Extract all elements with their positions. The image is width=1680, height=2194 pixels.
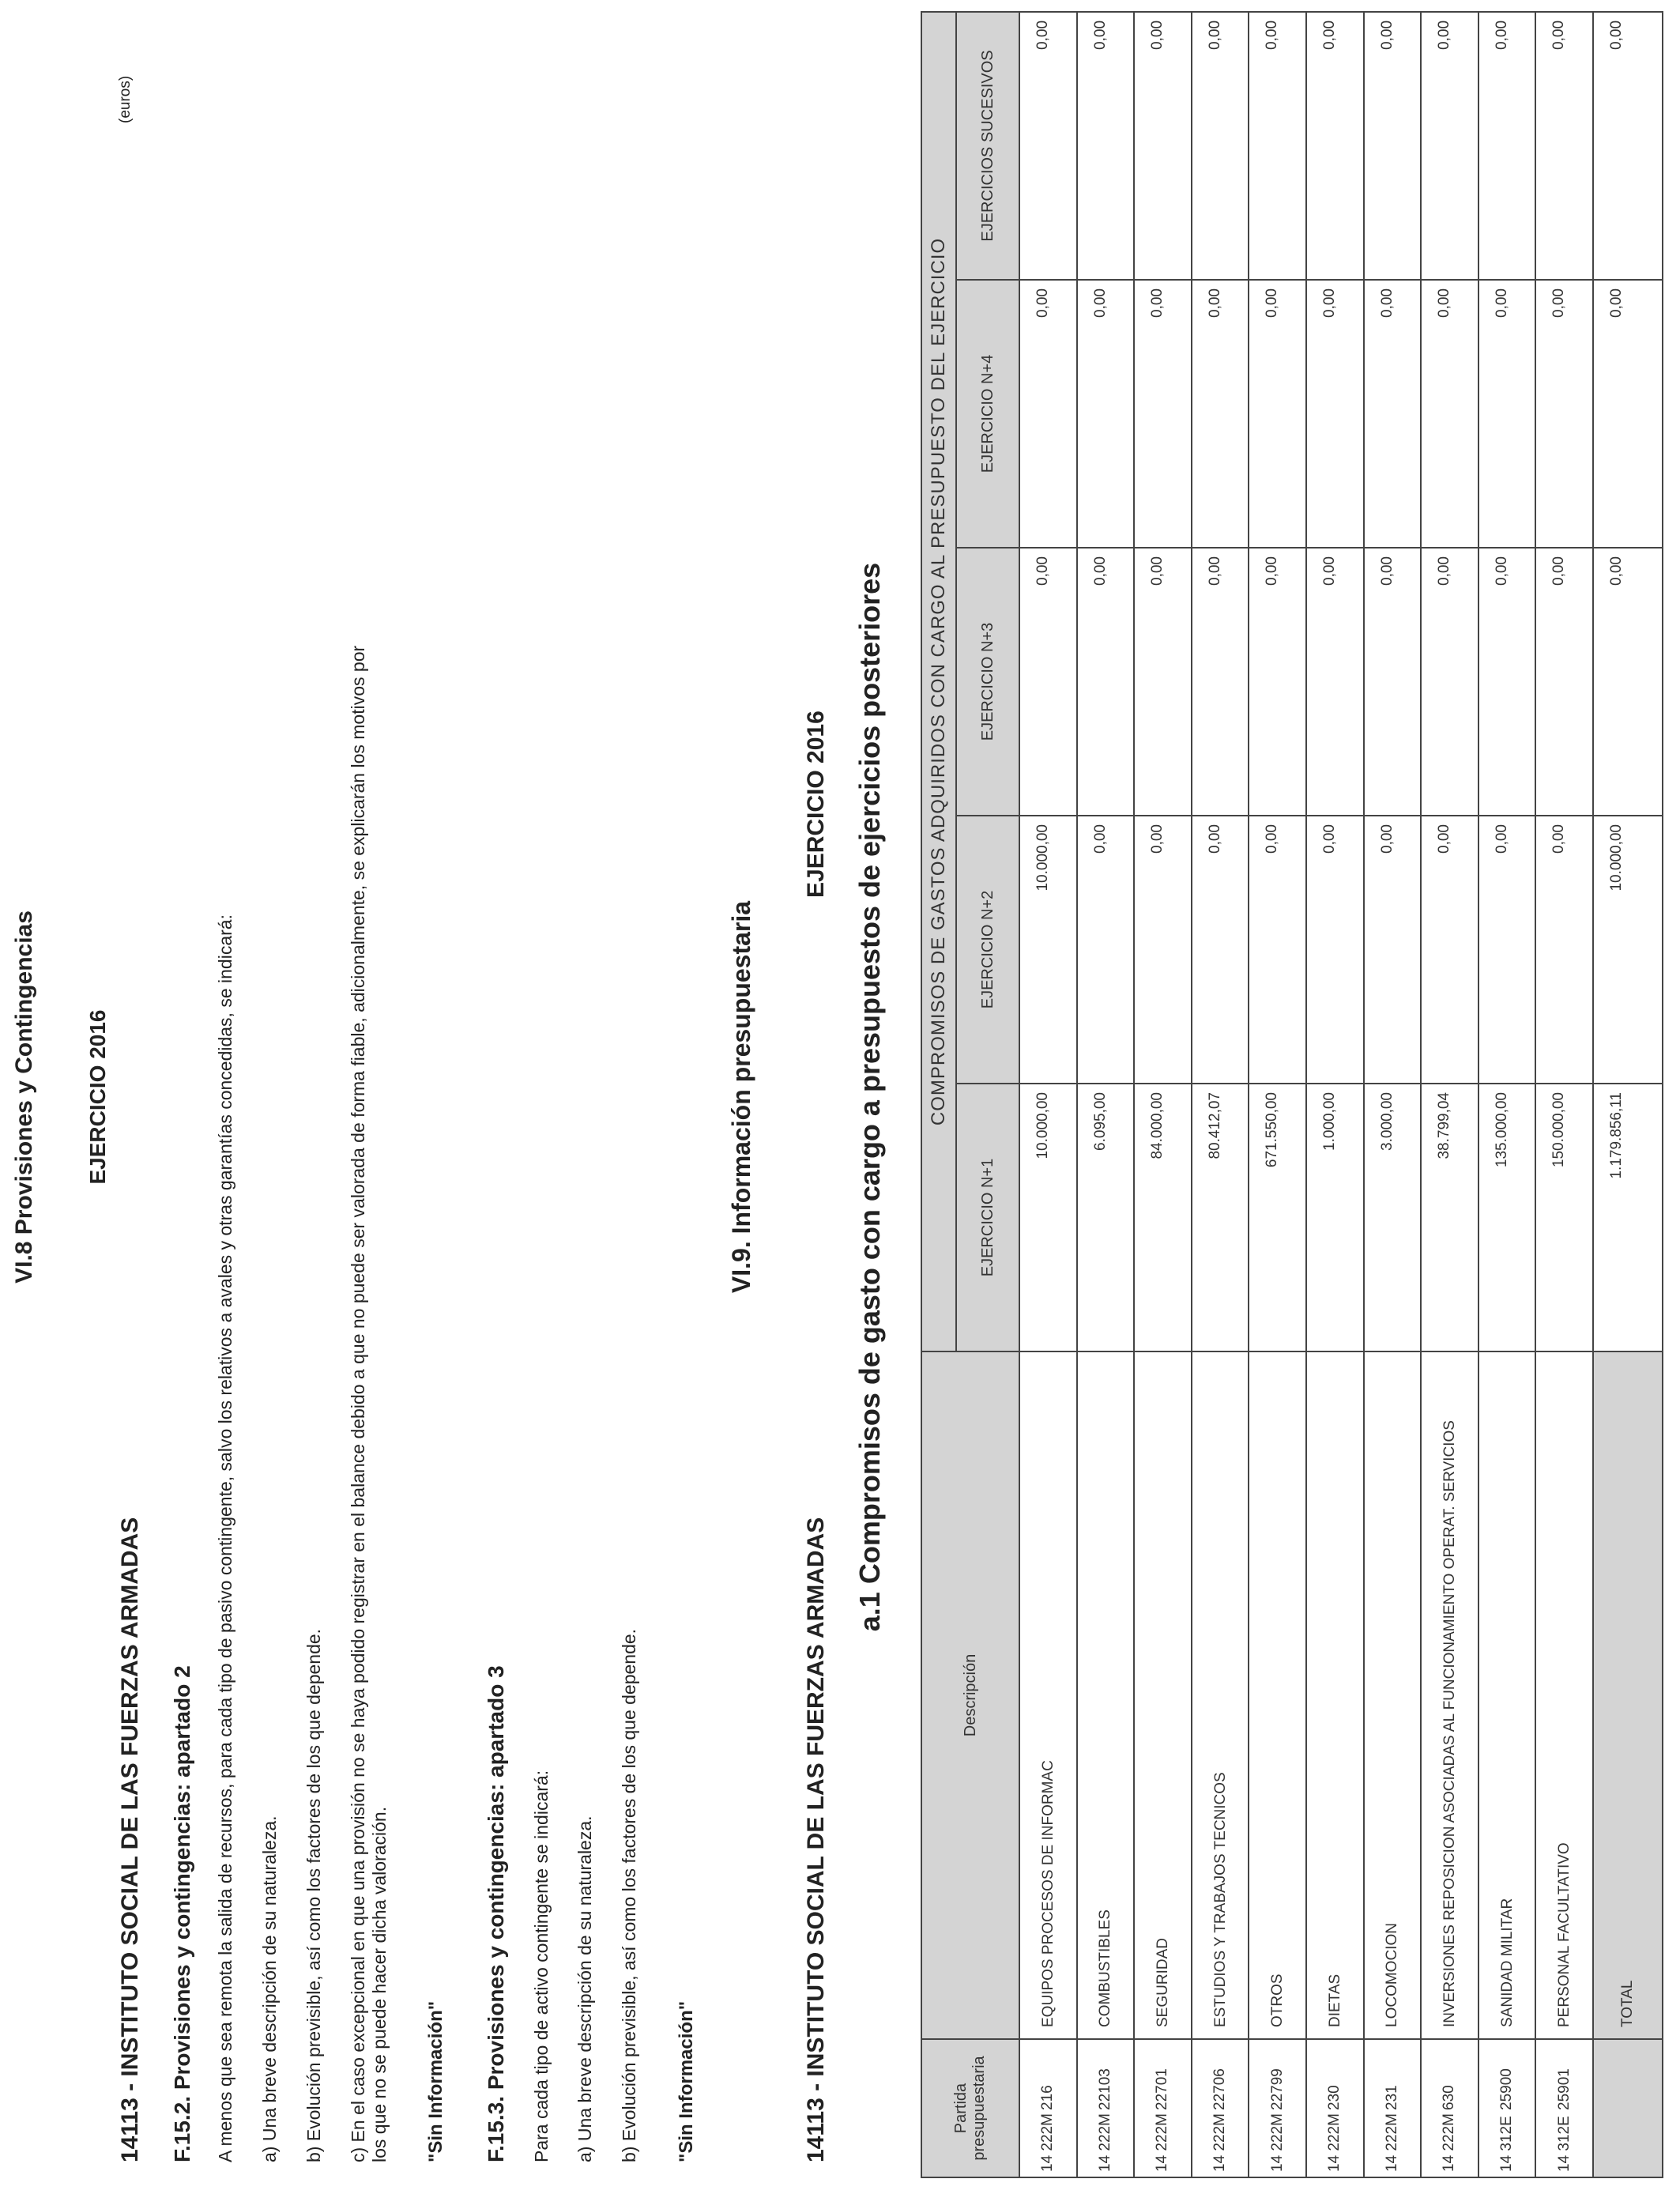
partida-concept: 25901 — [1555, 2068, 1573, 2110]
value-cell: 135.000,00 — [1478, 1084, 1536, 1351]
value-cell: 0,00 — [1421, 548, 1478, 816]
value-cell: 0,00 — [1134, 548, 1192, 816]
partida-program: 14 222M — [1096, 2113, 1113, 2172]
descripcion-cell: SANIDAD MILITAR — [1478, 1351, 1536, 2039]
partida-program: 14 222M — [1326, 2113, 1343, 2172]
value-cell: 0,00 — [1077, 816, 1135, 1084]
value-cell: 0,00 — [1478, 816, 1536, 1084]
sub-header-1: EJERCICIO N+1 — [956, 1084, 1019, 1351]
partida-concept: 22701 — [1154, 2068, 1171, 2110]
value-cell: 0,00 — [1249, 280, 1306, 548]
value-cell: 0,00 — [1249, 548, 1306, 816]
partida-program: 14 312E — [1555, 2116, 1573, 2172]
descripcion-cell: COMBUSTIBLES — [1077, 1351, 1135, 2039]
partida-concept: 231 — [1383, 2085, 1400, 2110]
total-value-cell: 1.179.856,11 — [1593, 1084, 1663, 1351]
value-cell: 0,00 — [1364, 12, 1422, 280]
vi9-subtitle: a.1 Compromisos de gasto con cargo a presupuestos de ejercicios posteriores — [853, 562, 886, 1632]
value-cell: 6.095,00 — [1077, 1084, 1135, 1351]
value-cell: 0,00 — [1364, 280, 1422, 548]
vi8-title: VI.8 Provisiones y Contingencias — [11, 910, 37, 1284]
value-cell: 0,00 — [1134, 12, 1192, 280]
value-cell: 84.000,00 — [1134, 1084, 1192, 1351]
sub-header-3: EJERCICIO N+3 — [956, 548, 1019, 816]
value-cell: 0,00 — [1249, 816, 1306, 1084]
total-label: TOTAL — [1593, 1351, 1663, 2039]
value-cell: 0,00 — [1134, 816, 1192, 1084]
f152-item-b: b) Evolución previsible, así como los factores de los que depende. — [303, 1628, 324, 2162]
sub-header-2: EJERCICIO N+2 — [956, 816, 1019, 1084]
value-cell: 0,00 — [1421, 280, 1478, 548]
partida-cell — [1019, 2039, 1077, 2177]
value-cell: 0,00 — [1535, 548, 1593, 816]
table-row — [1192, 12, 1249, 2177]
total-value-cell: 10.000,00 — [1593, 816, 1663, 1084]
partida-program: 14 222M — [1383, 2113, 1400, 2172]
partida-cell — [1306, 2039, 1364, 2177]
value-cell: 671.550,00 — [1249, 1084, 1306, 1351]
value-cell: 0,00 — [1249, 12, 1306, 280]
partida-program: 14 222M — [1039, 2113, 1057, 2172]
table-row — [1478, 12, 1536, 2177]
descripcion-cell: OTROS — [1249, 1351, 1306, 2039]
descripcion-cell: LOCOMOCION — [1364, 1351, 1422, 2039]
partida-cell — [1421, 2039, 1478, 2177]
f153-item-b: b) Evolución previsible, así como los factores de los que depende. — [619, 1628, 639, 2162]
value-cell: 0,00 — [1077, 280, 1135, 548]
table-row — [1249, 12, 1306, 2177]
table-row — [1019, 12, 1077, 2177]
value-cell: 0,00 — [1535, 816, 1593, 1084]
value-cell: 10.000,00 — [1019, 1084, 1077, 1351]
table-body — [1019, 12, 1663, 2177]
partida-concept: 630 — [1441, 2085, 1458, 2110]
partida-concept: 22103 — [1096, 2068, 1113, 2110]
f153-item-a: a) Una breve descripción de su naturaleza. — [574, 1815, 595, 2162]
value-cell: 1.000,00 — [1306, 1084, 1364, 1351]
value-cell: 0,00 — [1478, 280, 1536, 548]
value-cell: 0,00 — [1192, 548, 1249, 816]
descripcion-cell: INVERSIONES REPOSICION ASOCIADAS AL FUNCIONAMIENTO OPERAT. SERVICIOS — [1421, 1351, 1478, 2039]
vi8-entity: 14113 - INSTITUTO SOCIAL DE LAS FUERZAS ARMADAS — [117, 1517, 143, 2162]
partida-program: 14 222M — [1441, 2113, 1458, 2172]
partida-cell — [1364, 2039, 1422, 2177]
value-cell: 0,00 — [1019, 280, 1077, 548]
value-cell: 0,00 — [1421, 12, 1478, 280]
partida-cell — [1077, 2039, 1135, 2177]
f153-intro: Para cada tipo de activo contingente se indicará: — [531, 1770, 552, 2162]
value-cell: 0,00 — [1077, 12, 1135, 280]
value-cell: 0,00 — [1478, 12, 1536, 280]
value-cell: 0,00 — [1306, 548, 1364, 816]
total-value-cell: 0,00 — [1593, 548, 1663, 816]
vi9-entity: 14113 - INSTITUTO SOCIAL DE LAS FUERZAS ARMADAS — [803, 1517, 829, 2162]
descripcion-cell: ESTUDIOS Y TRABAJOS TECNICOS — [1192, 1351, 1249, 2039]
header-partida: Partida presupuestaria — [921, 2039, 1019, 2177]
units-label: (euros) — [117, 75, 134, 123]
descripcion-cell: PERSONAL FACULTATIVO — [1535, 1351, 1593, 2039]
f153-heading: F.15.3. Provisiones y contingencias: apartado 3 — [484, 1665, 508, 2162]
descripcion-cell: EQUIPOS PROCESOS DE INFORMAC — [1019, 1351, 1077, 2039]
value-cell: 0,00 — [1364, 548, 1422, 816]
value-cell: 0,00 — [1306, 816, 1364, 1084]
partida-program: 14 222M — [1154, 2113, 1171, 2172]
value-cell: 0,00 — [1019, 12, 1077, 280]
value-cell: 0,00 — [1019, 548, 1077, 816]
partida-cell — [1249, 2039, 1306, 2177]
total-spacer — [1593, 2039, 1663, 2177]
partida-program: 14 222M — [1211, 2113, 1229, 2172]
partida-cell — [1478, 2039, 1536, 2177]
value-cell: 38.799,04 — [1421, 1084, 1478, 1351]
value-cell: 0,00 — [1535, 280, 1593, 548]
partida-concept: 22799 — [1268, 2068, 1286, 2110]
partida-concept: 230 — [1326, 2085, 1343, 2110]
total-value-cell: 0,00 — [1593, 280, 1663, 548]
partida-cell — [1134, 2039, 1192, 2177]
value-cell: 0,00 — [1134, 280, 1192, 548]
value-cell: 150.000,00 — [1535, 1084, 1593, 1351]
partida-cell — [1192, 2039, 1249, 2177]
value-cell: 0,00 — [1192, 280, 1249, 548]
partida-concept: 216 — [1039, 2085, 1057, 2110]
f152-item-c: c) En el caso excepcional en que una provisión no se haya podido registrar en el balance debido a que no puede ser valorada de forma fiable, adicionalmente, se explicarán los motivos por — [348, 645, 368, 2162]
table-row — [1134, 12, 1192, 2177]
f153-sin-info: "Sin Información" — [676, 2000, 697, 2162]
value-cell: 0,00 — [1192, 816, 1249, 1084]
vi9-title: VI.9. Información presupuestaria — [727, 900, 755, 1294]
table-row — [1306, 12, 1364, 2177]
descripcion-cell: DIETAS — [1306, 1351, 1364, 2039]
value-cell: 3.000,00 — [1364, 1084, 1422, 1351]
value-cell: 0,00 — [1478, 548, 1536, 816]
vi9-ejercicio: EJERCICIO 2016 — [803, 711, 829, 898]
value-cell: 0,00 — [1535, 12, 1593, 280]
partida-concept: 25900 — [1498, 2068, 1516, 2110]
partida-program: 14 312E — [1498, 2116, 1516, 2172]
commitments-table — [921, 11, 1663, 2178]
vi8-ejercicio: EJERCICIO 2016 — [85, 1009, 110, 1185]
partida-cell — [1535, 2039, 1593, 2177]
partida-program: 14 222M — [1268, 2113, 1286, 2172]
table-row — [1421, 12, 1478, 2177]
value-cell: 0,00 — [1364, 816, 1422, 1084]
f152-heading: F.15.2. Provisiones y contingencias: apartado 2 — [170, 1665, 194, 2162]
value-cell: 0,00 — [1192, 12, 1249, 280]
value-cell: 80.412,07 — [1192, 1084, 1249, 1351]
descripcion-cell: SEGURIDAD — [1134, 1351, 1192, 2039]
value-cell: 0,00 — [1306, 280, 1364, 548]
partida-concept: 22706 — [1211, 2068, 1229, 2110]
f152-sin-info: "Sin Información" — [425, 2000, 446, 2162]
header-descripcion: Descripción — [921, 1351, 1019, 2039]
table-row — [1535, 12, 1593, 2177]
total-value-cell: 0,00 — [1593, 12, 1663, 280]
table-row — [1077, 12, 1135, 2177]
sub-header-4: EJERCICIO N+4 — [956, 280, 1019, 548]
total-row — [1593, 12, 1663, 2177]
value-cell: 0,00 — [1077, 548, 1135, 816]
table-row — [1364, 12, 1422, 2177]
sub-header-5: EJERCICIOS SUCESIVOS — [956, 12, 1019, 280]
value-cell: 0,00 — [1421, 816, 1478, 1084]
f152-item-c-cont: los que no se puede hacer dicha valoración. — [369, 1806, 390, 2162]
value-cell: 10.000,00 — [1019, 816, 1077, 1084]
header-group: COMPROMISOS DE GASTOS ADQUIRIDOS CON CARGO AL PRESUPUESTO DEL EJERCICIO — [921, 12, 956, 1351]
f152-item-a: a) Una breve descripción de su naturaleza. — [259, 1815, 280, 2162]
f152-intro: A menos que sea remota la salida de recursos, para cada tipo de pasivo contingente, salvo los relativos a avales y otras garantías concedidas, se indicará: — [215, 914, 235, 2162]
value-cell: 0,00 — [1306, 12, 1364, 280]
